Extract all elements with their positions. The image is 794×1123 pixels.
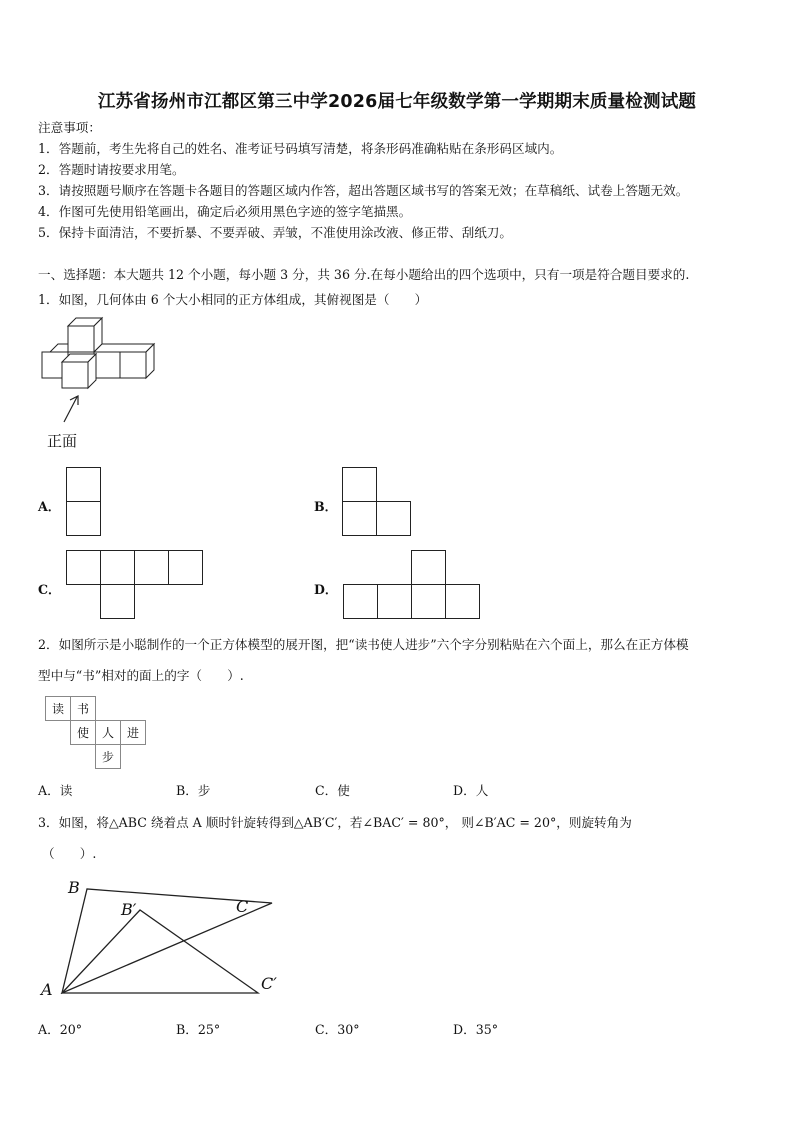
question-1-text: 1．如图，几何体由 6 个大小相同的正方体组成，其俯视图是（ ） bbox=[38, 292, 428, 307]
option-a-figure bbox=[66, 467, 102, 537]
point-label-c: C bbox=[236, 897, 249, 916]
option-c-label[interactable] bbox=[38, 579, 65, 598]
net-cell-du: 读 bbox=[51, 702, 64, 716]
note-item: 3．请按照题号顺序在答题卡各题目的答题区域内作答，超出答题区域书写的答案无效；在草稿纸、试卷上答题无效。 bbox=[38, 183, 689, 198]
net-cell-shu: 书 bbox=[76, 702, 89, 716]
question-3-text-line2: （ ）. bbox=[42, 846, 97, 861]
option-b[interactable]: B．步 bbox=[176, 783, 211, 798]
option-d[interactable]: D．人 bbox=[453, 783, 489, 798]
option-letter: C． bbox=[38, 582, 61, 597]
notes-heading: 注意事项： bbox=[38, 120, 101, 135]
option-d-figure bbox=[343, 550, 483, 622]
question-1-solid-figure bbox=[40, 318, 160, 393]
option-d[interactable]: D．35° bbox=[453, 1022, 499, 1037]
point-label-a: A bbox=[41, 980, 53, 999]
front-view-label: 正面 bbox=[47, 432, 78, 450]
option-c[interactable]: C．使 bbox=[315, 783, 350, 798]
net-cell-jin: 进 bbox=[126, 726, 139, 740]
option-b[interactable]: B．25° bbox=[176, 1022, 221, 1037]
net-cell-bu: 步 bbox=[101, 750, 114, 764]
option-letter: B． bbox=[314, 499, 338, 514]
option-c-figure bbox=[66, 550, 206, 622]
option-b-label[interactable] bbox=[314, 496, 341, 515]
point-label-b-prime: B′ bbox=[121, 900, 137, 919]
question-3-text-line1: 3．如图，将△ABC 绕着点 A 顺时针旋转得到△AB′C′，若∠BAC′ = 80°， 则∠B′AC = 20°，则旋转角为 bbox=[38, 815, 632, 830]
note-item: 2．答题时请按要求用笔。 bbox=[38, 162, 185, 177]
option-c[interactable]: C．30° bbox=[315, 1022, 360, 1037]
note-item: 4．作图可先使用铅笔画出，确定后必须用黑色字迹的签字笔描黑。 bbox=[38, 204, 412, 219]
front-view-arrow bbox=[60, 394, 84, 426]
point-label-c-prime: C′ bbox=[261, 974, 277, 993]
point-label-b: B bbox=[68, 878, 80, 897]
net-cell-ren: 人 bbox=[101, 726, 114, 740]
option-b-figure bbox=[342, 467, 412, 537]
option-letter: D． bbox=[314, 582, 338, 597]
note-item: 1．答题前，考生先将自己的姓名、准考证号码填写清楚，将条形码准确粘贴在条形码区域内。 bbox=[38, 141, 563, 156]
option-a-label[interactable] bbox=[38, 496, 64, 515]
note-item: 5．保持卡面清洁，不要折暴、不要弄破、弄皱，不准使用涂改液、修正带、刮纸刀。 bbox=[38, 225, 512, 240]
option-letter: A． bbox=[38, 499, 61, 514]
option-d-label[interactable] bbox=[314, 579, 342, 598]
question-2-text-line2: 型中与“书”相对的面上的字（ ）. bbox=[38, 668, 244, 683]
section-heading: 一、选择题：本大题共 12 个小题，每小题 3 分，共 36 分.在每小题给出的四个选项中，只有一项是符合题目要求的. bbox=[38, 267, 690, 282]
question-2-text-line1: 2．如图所示是小聪制作的一个正方体模型的展开图，把“读书使人进步”六个字分别粘贴在六个面上，那么在正方体模 bbox=[38, 637, 689, 652]
option-a[interactable]: A．20° bbox=[38, 1022, 83, 1037]
net-cell-shi: 使 bbox=[76, 726, 89, 740]
option-a[interactable]: A．读 bbox=[38, 783, 73, 798]
page-title: 江苏省扬州市江都区第三中学2026届七年级数学第一学期期末质量检测试题 bbox=[97, 92, 697, 112]
